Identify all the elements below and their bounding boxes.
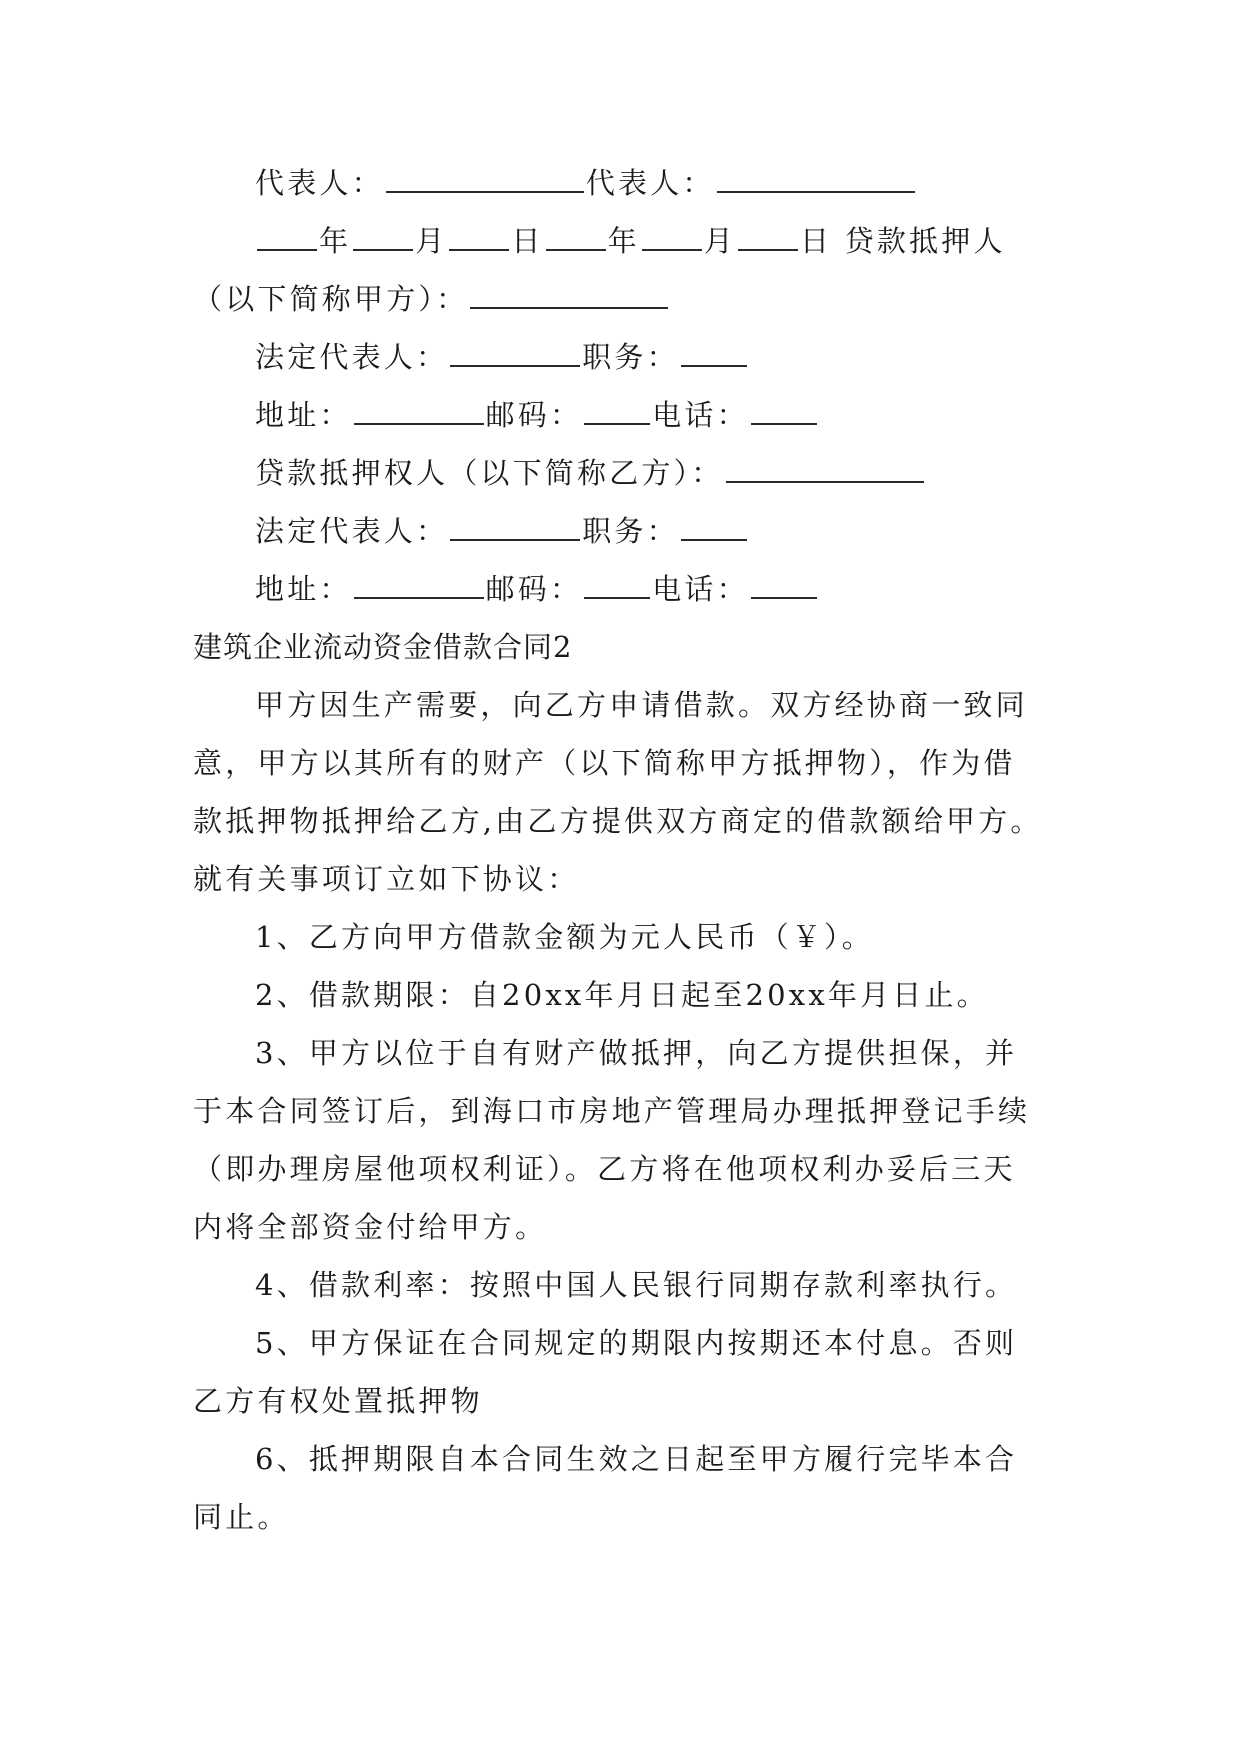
representative-line [193,154,1051,212]
day-b-blank[interactable] [738,219,798,251]
month-a-blank[interactable] [353,219,413,251]
day-b-label: 日 [800,224,833,258]
representative-b-blank[interactable] [717,161,915,193]
clause-6-line: 同止。 [193,1500,290,1534]
clause-5-line: 乙方有权处置抵押物 [193,1384,483,1418]
party-a-phone-label: 电话： [652,398,749,432]
party-a-position-blank[interactable] [681,335,747,367]
party-b-position-label: 职务： [582,514,679,548]
party-b-postcode-blank[interactable] [584,567,650,599]
clause-4: 4、借款利率：按照中国人民银行同期存款利率执行。 [255,1268,1018,1302]
clause-6-line: 6、抵押期限自本合同生效之日起至甲方履行完毕本合 [255,1442,1018,1476]
clause-3-line: 内将全部资金付给甲方。 [193,1210,548,1244]
month-a-label: 月 [415,224,448,258]
day-a-label: 日 [511,224,544,258]
clause-3-line: 3、甲方以位于自有财产做抵押，向乙方提供担保，并 [255,1036,1018,1070]
intro-line: 甲方因生产需要，向乙方申请借款。双方经协商一致同 [255,688,1028,722]
year-a-label: 年 [319,224,352,258]
party-a-postcode-blank[interactable] [584,393,650,425]
mortgagor-line [193,270,1051,328]
clause-5-line: 5、甲方保证在合同规定的期限内按期还本付息。否则 [255,1326,1018,1360]
party-b-legal-rep-label: 法定代表人： [255,514,449,548]
representative-a-blank[interactable] [386,161,584,193]
clause-6 [193,1430,1051,1546]
party-a-phone-blank[interactable] [751,393,817,425]
mortgagee-blank[interactable] [726,451,924,483]
year-a-blank[interactable] [257,219,317,251]
mortgagee-line [193,444,1051,502]
year-b-blank[interactable] [546,219,606,251]
month-b-blank[interactable] [642,219,702,251]
intro-line: 意，甲方以其所有的财产（以下简称甲方抵押物），作为借 [193,746,1016,780]
month-b-label: 月 [703,224,737,258]
party-b-phone-blank[interactable] [751,567,817,599]
party-a-postcode-label: 邮码： [485,398,583,432]
party-b-address-label: 地址： [255,572,352,606]
intro-paragraph [193,676,1051,908]
intro-line: 款抵押物抵押给乙方,由乙方提供双方商定的借款额给甲方。 [193,804,1043,838]
party-b-legal-rep-line [193,502,1051,560]
party-a-address-line [193,386,1051,444]
representative-b-label: 代表人： [585,166,715,200]
clause-5 [193,1314,1051,1430]
day-a-blank[interactable] [449,219,509,251]
clause-3-line: 于本合同签订后，到海口市房地产管理局办理抵押登记手续 [193,1094,1031,1128]
clause-3 [193,1024,1051,1256]
mortgagor-blank[interactable] [470,277,668,309]
date-line [193,212,1051,270]
representative-a-label: 代表人： [255,166,384,200]
party-b-postcode-label: 邮码： [485,572,583,606]
party-b-legal-rep-blank[interactable] [450,509,580,541]
document-title: 建筑企业流动资金借款合同2 [193,630,573,664]
party-a-legal-rep-blank[interactable] [450,335,580,367]
clause-1: 1、乙方向甲方借款金额为元人民币（￥）。 [255,920,874,954]
year-b-label: 年 [607,224,640,258]
party-b-address-blank[interactable] [354,567,484,599]
party-a-address-blank[interactable] [354,393,484,425]
party-a-legal-rep-label: 法定代表人： [255,340,449,374]
mortgagor-abbrev-label: （以下简称甲方）： [193,282,469,316]
document-page [193,154,1051,1546]
party-a-address-label: 地址： [255,398,352,432]
party-b-phone-label: 电话： [652,572,749,606]
party-b-position-blank[interactable] [681,509,747,541]
mortgagor-intro: 贷款抵押人 [844,224,1006,258]
party-b-address-line [193,560,1051,618]
party-a-position-label: 职务： [582,340,679,374]
intro-line: 就有关事项订立如下协议： [193,862,580,896]
clause-2: 2、借款期限：自20xx年月日起至20xx年月日止。 [255,978,989,1012]
party-a-legal-rep-line [193,328,1051,386]
clause-3-line: （即办理房屋他项权利证）。乙方将在他项权利办妥后三天 [193,1152,1016,1186]
mortgagee-label: 贷款抵押权人（以下简称乙方）： [255,456,724,490]
